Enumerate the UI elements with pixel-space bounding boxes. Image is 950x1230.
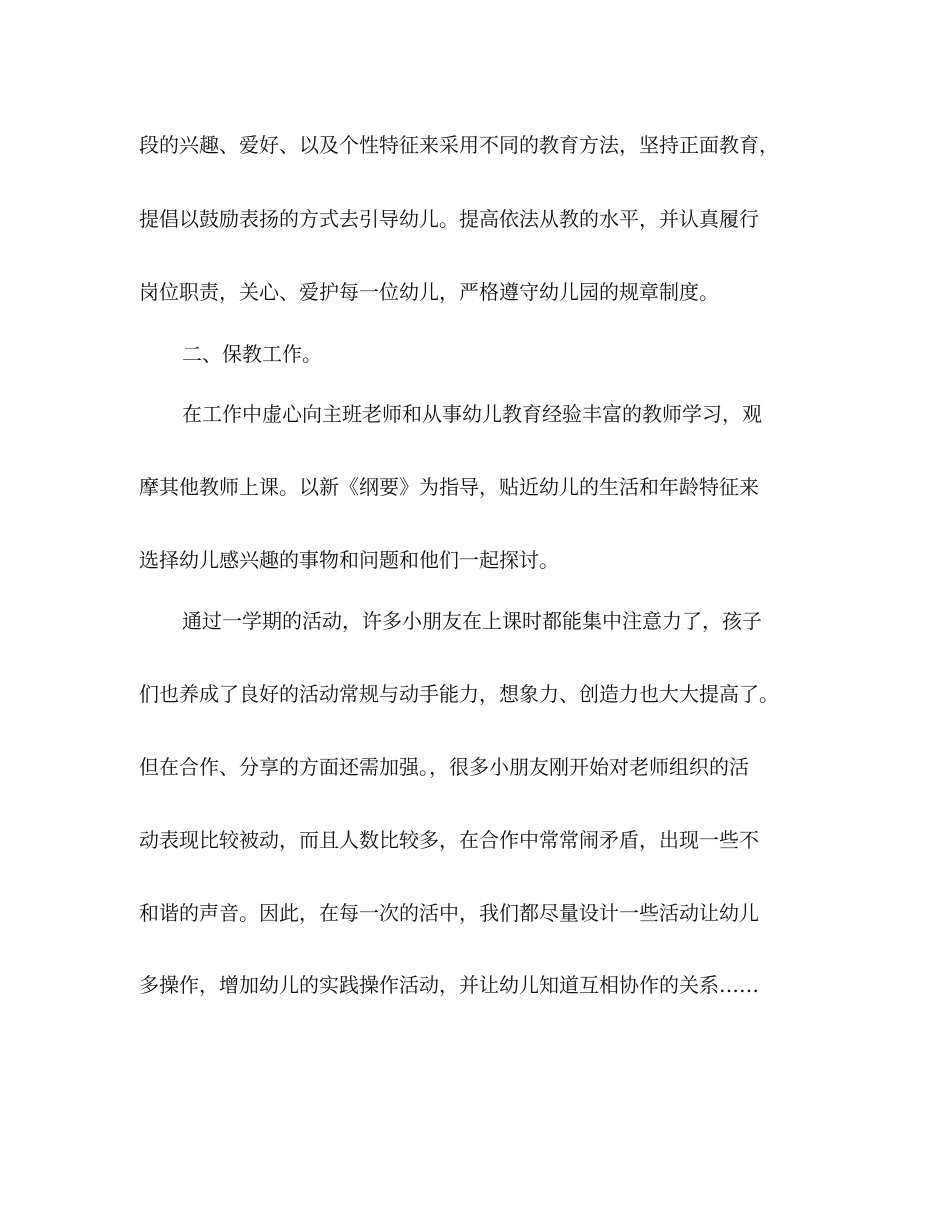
- text-line-5: 在工作中虚心向主班老师和从事幼儿教育经验丰富的教师学习，观: [182, 402, 762, 426]
- text-line-1: 段的兴趣、爱好、以及个性特征来采用不同的教育方法，坚持正面教育，: [139, 133, 779, 157]
- text-line-11: 动表现比较被动，而且人数比较多，在合作中常常闹矛盾，出现一些不: [139, 828, 759, 852]
- text-line-2: 提倡以鼓励表扬的方式去引导幼儿。提高依法从教的水平，并认真履行: [139, 207, 759, 231]
- section-heading: 二、保教工作。: [182, 342, 322, 366]
- text-line-8: 通过一学期的活动，许多小朋友在上课时都能集中注意力了，孩子: [182, 609, 762, 633]
- text-line-10: 但在合作、分享的方面还需加强。，很多小朋友刚开始对老师组织的活: [139, 755, 749, 779]
- text-line-9: 们也养成了良好的活动常规与动手能力，想象力、创造力也大大提高了。: [139, 682, 779, 706]
- text-line-12: 和谐的声音。因此，在每一次的活中，我们都尽量设计一些活动让幼儿: [139, 901, 759, 925]
- text-line-13: 多操作，增加幼儿的实践操作活动，并让幼儿知道互相协作的关系……: [139, 973, 759, 997]
- text-line-7: 选择幼儿感兴趣的事物和问题和他们一起探讨。: [139, 548, 559, 572]
- text-line-6: 摩其他教师上课。以新《纲要》为指导，贴近幼儿的生活和年龄特征来: [139, 475, 759, 499]
- text-line-3: 岗位职责，关心、爱护每一位幼儿，严格遵守幼儿园的规章制度。: [139, 280, 719, 304]
